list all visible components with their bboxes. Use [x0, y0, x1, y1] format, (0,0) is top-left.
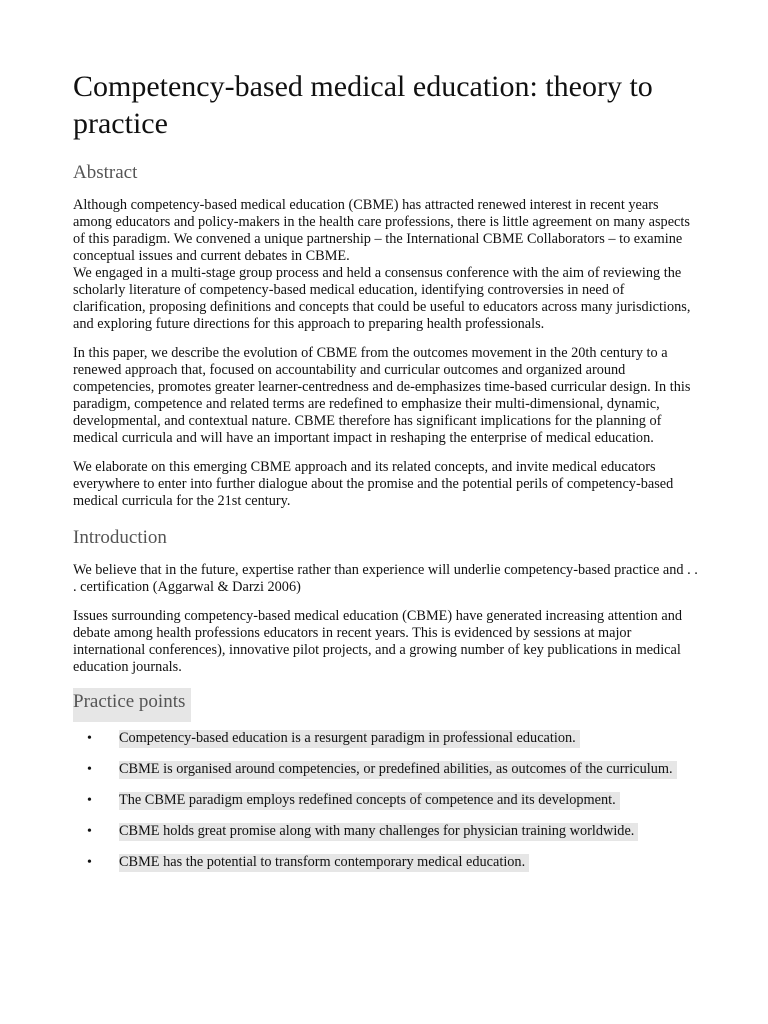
abstract-paragraph-4: We elaborate on this emerging CBME approach and its related concepts, and invite medical educators everywhere to enter into further dialogue about the promise and the potential perils of competency-based medical curricula for the 21st century.	[73, 459, 674, 509]
list-item	[73, 792, 698, 809]
list-item	[73, 854, 698, 871]
bullet-icon: •	[87, 855, 92, 870]
practice-point-text: CBME has the potential to transform contemporary medical education.	[119, 854, 529, 872]
list-item	[73, 761, 698, 778]
practice-point-text: Competency-based education is a resurgent paradigm in professional education.	[119, 730, 580, 748]
abstract-paragraph-3: In this paper, we describe the evolution of CBME from the outcomes movement in the 20th century to a renewed approach that, focused on accountability and curricular outcomes and organized around competencies, promotes greater learner-centredness and de-emphasizes time-based curricular design. In this paradigm, competence and related terms are redefined to emphasize their multi-dimensional, dynamic, developmental, and contextual nature. CBME therefore has significant implications for the planning of medical curricula and will have an important impact in reshaping the enterprise of medical education.	[73, 345, 691, 446]
introduction-paragraph-2: Issues surrounding competency-based medical education (CBME) have generated increasing attention and debate among health professions educators in recent years. This is evidenced by sessions at major international conferences), innovative pilot projects, and a growing number of key publications in medical education journals.	[73, 608, 682, 675]
practice-point-text: CBME holds great promise along with many challenges for physician training worldwide.	[119, 823, 638, 841]
bullet-icon: •	[87, 824, 92, 839]
abstract-heading: Abstract	[73, 162, 138, 183]
abstract-paragraph-1: Although competency-based medical education (CBME) has attracted renewed interest in recent years among educators and policy-makers in the health care professions, there is little agreement on many aspects of this paradigm. We convened a unique partnership – the International CBME Collaborators – to examine conceptual issues and current debates in CBME.	[73, 197, 690, 264]
document-page	[73, 68, 698, 885]
practice-points-list	[73, 730, 698, 871]
practice-point-text: CBME is organised around competencies, or predefined abilities, as outcomes of the curriculum.	[119, 761, 677, 779]
practice-point-text: The CBME paradigm employs redefined concepts of competence and its development.	[119, 792, 620, 810]
introduction-paragraph-1: We believe that in the future, expertise rather than experience will underlie competency-based practice and . . . certification (Aggarwal & Darzi 2006)	[73, 562, 698, 595]
list-item	[73, 823, 698, 840]
introduction-heading: Introduction	[73, 527, 167, 548]
document-title: Competency-based medical education: theory to practice	[73, 70, 653, 140]
practice-points-heading: Practice points	[73, 688, 191, 722]
bullet-icon: •	[87, 762, 92, 777]
practice-points-box	[73, 688, 698, 871]
bullet-icon: •	[87, 793, 92, 808]
bullet-icon: •	[87, 731, 92, 746]
abstract-paragraph-2: We engaged in a multi-stage group process and held a consensus conference with the aim of reviewing the scholarly literature of competency-based medical education, identifying controversies in need of clarification, proposing definitions and concepts that could be useful to educators across many jurisdictions, and exploring future directions for this approach to preparing health professionals.	[73, 265, 691, 332]
list-item	[73, 730, 698, 747]
